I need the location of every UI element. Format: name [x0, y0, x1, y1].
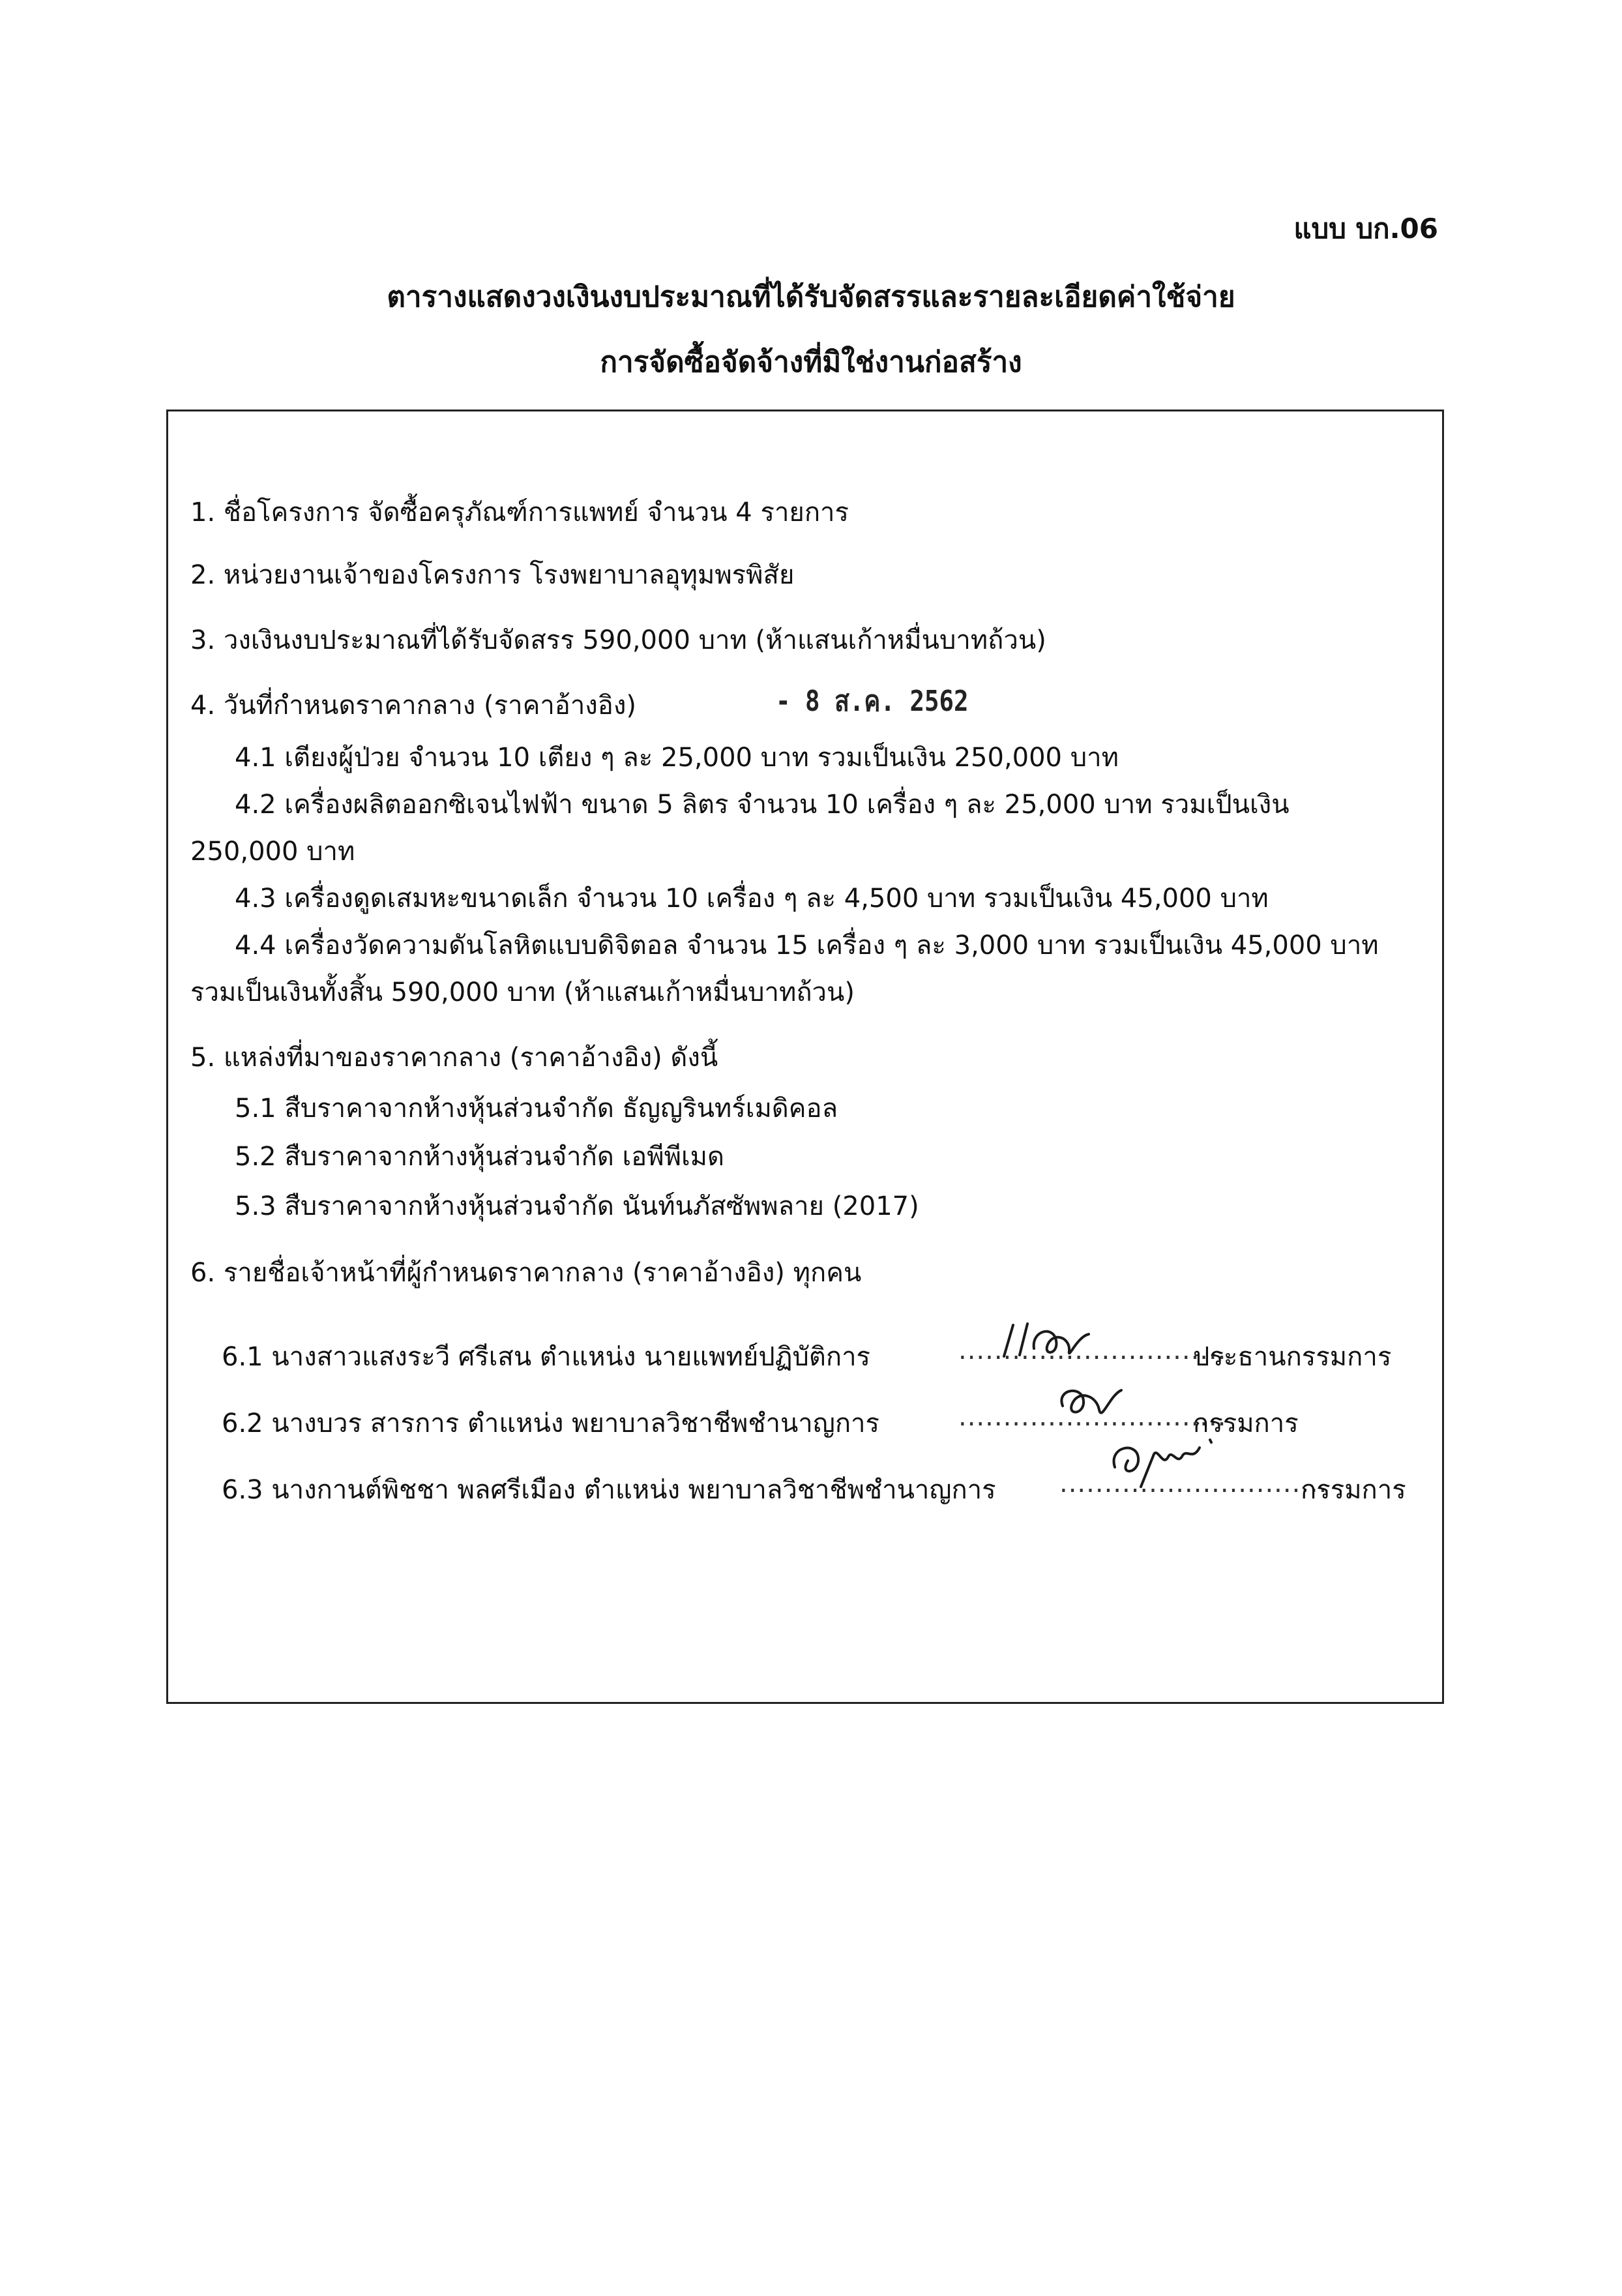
committee-row-1: [222, 1335, 1408, 1375]
source-5-1: 5.1 สืบราคาจากห้างหุ้นส่วนจำกัด ธัญญรินทร์เมดิคอล: [235, 1094, 838, 1124]
committee-member-name: 6.2 นางบวร สารการ ตำแหน่ง พยาบาลวิชาชีพชำนาญการ: [222, 1409, 880, 1439]
committee-role: กรรมการ: [1301, 1475, 1406, 1505]
item-budget: 3. วงเงินงบประมาณที่ได้รับจัดสรร 590,000 บาท (ห้าแสนเก้าหมื่นบาทถ้วน): [190, 625, 1046, 655]
signature-line: ..............................: [958, 1402, 1227, 1432]
source-5-3: 5.3 สืบราคาจากห้างหุ้นส่วนจำกัด นันท์นภัสซัพพลาย (2017): [235, 1191, 919, 1221]
item-reference-date: 4. วันที่กำหนดราคากลาง (ราคาอ้างอิง): [190, 691, 636, 721]
item-committee: 6. รายชื่อเจ้าหน้าที่ผู้กำหนดราคากลาง (ราคาอ้างอิง) ทุกคน: [190, 1258, 862, 1288]
signature-line: ..............................: [958, 1335, 1227, 1365]
committee-member-name: 6.1 นางสาวแสงระวี ศรีเสน ตำแหน่ง นายแพทย์ปฏิบัติการ: [222, 1342, 871, 1372]
item-project-name: 1. ชื่อโครงการ จัดซื้อครุภัณฑ์การแพทย์ จำนวน 4 รายการ: [190, 498, 849, 528]
sub-item-4-4: 4.4 เครื่องวัดความดันโลหิตแบบดิจิตอล จำนวน 15 เครื่อง ๆ ละ 3,000 บาท รวมเป็นเงิน 45,000 บาท: [235, 931, 1379, 961]
date-stamp: - 8 ส.ค. 2562: [776, 685, 969, 718]
signature-line: ..............................: [1059, 1469, 1328, 1498]
item-sources: 5. แหล่งที่มาของราคากลาง (ราคาอ้างอิง) ดังนี้: [190, 1043, 718, 1073]
page-title: ตารางแสดงวงเงินงบประมาณที่ได้รับจัดสรรและรายละเอียดค่าใช้จ่าย: [387, 280, 1235, 314]
sub-item-4-3: 4.3 เครื่องดูดเสมหะขนาดเล็ก จำนวน 10 เครื่อง ๆ ละ 4,500 บาท รวมเป็นเงิน 45,000 บาท: [235, 884, 1269, 914]
page-subtitle: การจัดซื้อจัดจ้างที่มิใช่งานก่อสร้าง: [600, 346, 1022, 379]
sub-item-4-1: 4.1 เตียงผู้ป่วย จำนวน 10 เตียง ๆ ละ 25,000 บาท รวมเป็นเงิน 250,000 บาท: [235, 743, 1119, 773]
form-code: แบบ บก.06: [1293, 213, 1438, 245]
committee-role: กรรมการ: [1193, 1409, 1299, 1439]
sub-item-4-2-continuation: 250,000 บาท: [190, 837, 355, 867]
committee-row-3: [222, 1469, 1408, 1508]
committee-role: ประธานกรรมการ: [1193, 1342, 1392, 1372]
source-5-2: 5.2 สืบราคาจากห้างหุ้นส่วนจำกัด เอพีพีเมด: [235, 1142, 724, 1172]
committee-member-name: 6.3 นางกานต์พิชชา พลศรีเมือง ตำแหน่ง พยาบาลวิชาชีพชำนาญการ: [222, 1475, 996, 1505]
item-total: รวมเป็นเงินทั้งสิ้น 590,000 บาท (ห้าแสนเก้าหมื่นบาทถ้วน): [190, 977, 855, 1007]
item-agency: 2. หน่วยงานเจ้าของโครงการ โรงพยาบาลอุทุมพรพิสัย: [190, 560, 795, 590]
sub-item-4-2: 4.2 เครื่องผลิตออกซิเจนไฟฟ้า ขนาด 5 ลิตร จำนวน 10 เครื่อง ๆ ละ 25,000 บาท รวมเป็นเงิน: [235, 790, 1290, 820]
committee-row-2: [222, 1402, 1408, 1441]
